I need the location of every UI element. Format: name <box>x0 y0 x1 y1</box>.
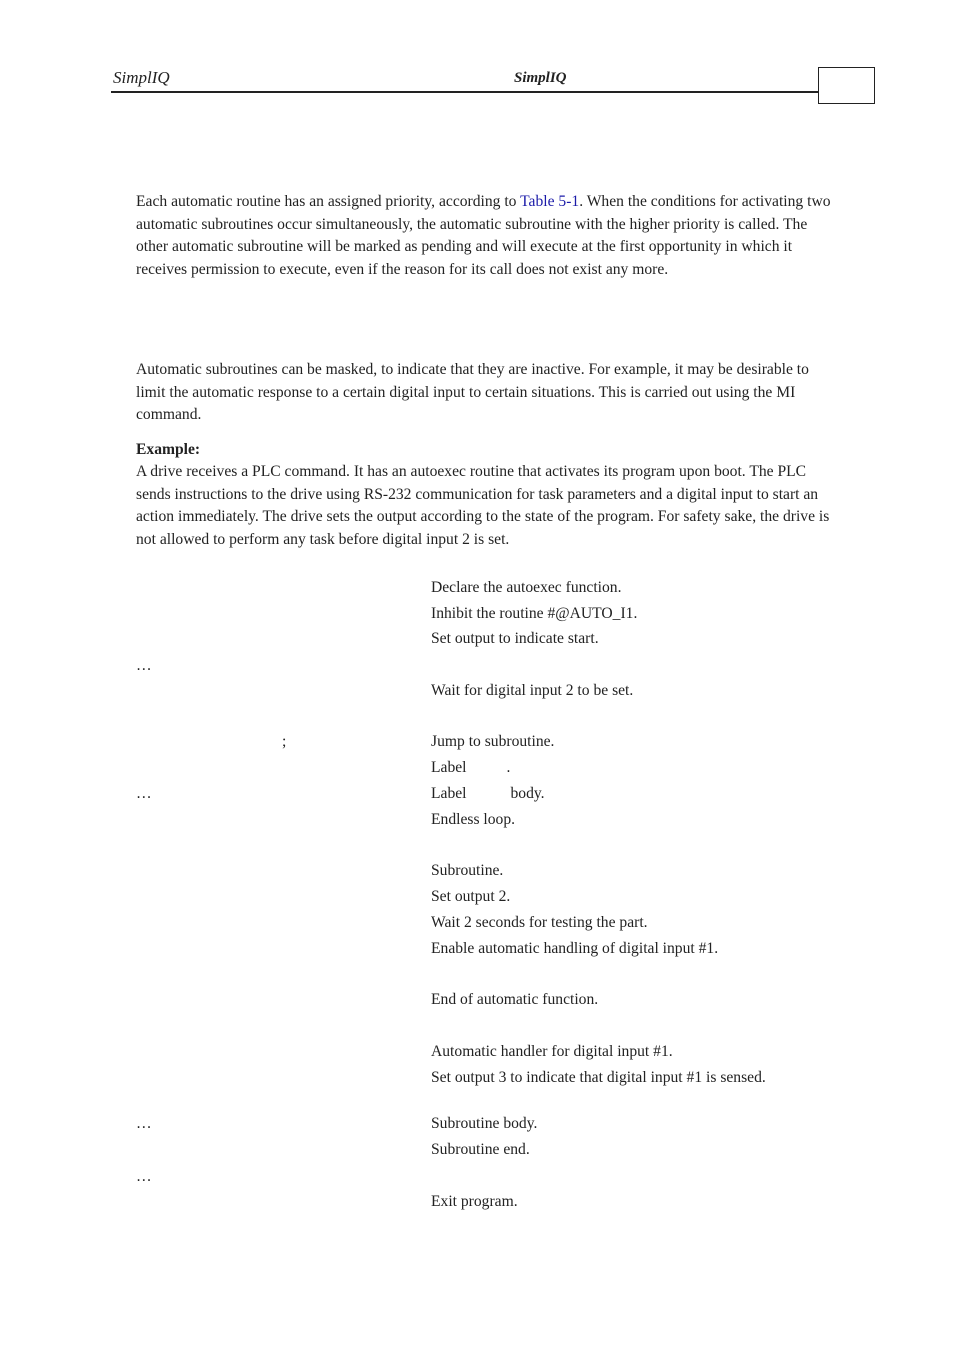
priority-paragraph <box>136 191 842 281</box>
masking-paragraph: Automatic subroutines can be masked, to indicate that they are inactive. For example, it may be desirable to limit the automatic response to a certain digital input to certain situations. This is carried out using the MI command. <box>136 361 809 423</box>
comment-label-1 <box>431 758 510 778</box>
ellipsis-3: … <box>136 1115 152 1132</box>
header-center-title: SimplIQ <box>514 70 567 86</box>
ellipsis-4: … <box>136 1168 152 1185</box>
label-word: Label <box>431 785 467 802</box>
comment-enable-auto-handling: Enable automatic handling of digital input #1. <box>431 940 719 957</box>
comment-auto-handler-input-1: Automatic handler for digital input #1. <box>431 1043 673 1060</box>
page-number-box <box>818 67 875 104</box>
comment-subroutine-end: Subroutine end. <box>431 1141 530 1158</box>
comment-label-2 <box>431 784 545 804</box>
comment-declare-autoexec: Declare the autoexec function. <box>431 579 622 596</box>
header-left-title: SimplIQ <box>113 68 170 87</box>
example-body: A drive receives a PLC command. It has an autoexec routine that activates its program upon boot. The PLC sends instructions to the drive using RS-232 communication for task parameters and a digital input to start an action immediately. The drive sets the output according to the state of the program. For safety sake, the drive is not allowed to perform any task before digital input 2 is set. <box>136 463 830 548</box>
comment-set-output-start: Set output to indicate start. <box>431 630 599 647</box>
example-heading: Example: <box>136 441 201 458</box>
priority-text-start: Each automatic routine has an assigned priority, according to <box>136 193 521 210</box>
header-rule <box>111 91 819 93</box>
comment-jump-subroutine: Jump to subroutine. <box>431 733 555 750</box>
priority-text-end: . When the conditions for activating two automatic subroutines occur simultaneously, the automatic subroutine with the higher priority is called. The other automatic subroutine will be marked as pending and will execute at the first opportunity in which it receives permission to execute, even if the reason for its call does not exist any more. <box>136 193 831 278</box>
ellipsis-1: … <box>136 657 152 674</box>
comment-subroutine-body: Subroutine body. <box>431 1115 538 1132</box>
comment-end-auto-function: End of automatic function. <box>431 991 599 1008</box>
comment-inhibit-routine: Inhibit the routine #@AUTO_I1. <box>431 605 638 622</box>
comment-wait-input-2: Wait for digital input 2 to be set. <box>431 682 634 699</box>
label-body: body. <box>510 785 545 802</box>
comment-subroutine: Subroutine. <box>431 862 504 879</box>
label-period: . <box>506 759 511 776</box>
label-word: Label <box>431 759 467 776</box>
ellipsis-2: … <box>136 785 152 802</box>
comment-exit-program: Exit program. <box>431 1193 518 1210</box>
comment-set-output-2: Set output 2. <box>431 888 511 905</box>
comment-endless-loop: Endless loop. <box>431 811 516 828</box>
comment-set-output-3: Set output 3 to indicate that digital input #1 is sensed. <box>431 1069 766 1086</box>
comment-wait-2-seconds: Wait 2 seconds for testing the part. <box>431 914 648 931</box>
table-5-1-link[interactable]: Table 5-1 <box>520 193 580 210</box>
semicolon: ; <box>282 733 287 750</box>
